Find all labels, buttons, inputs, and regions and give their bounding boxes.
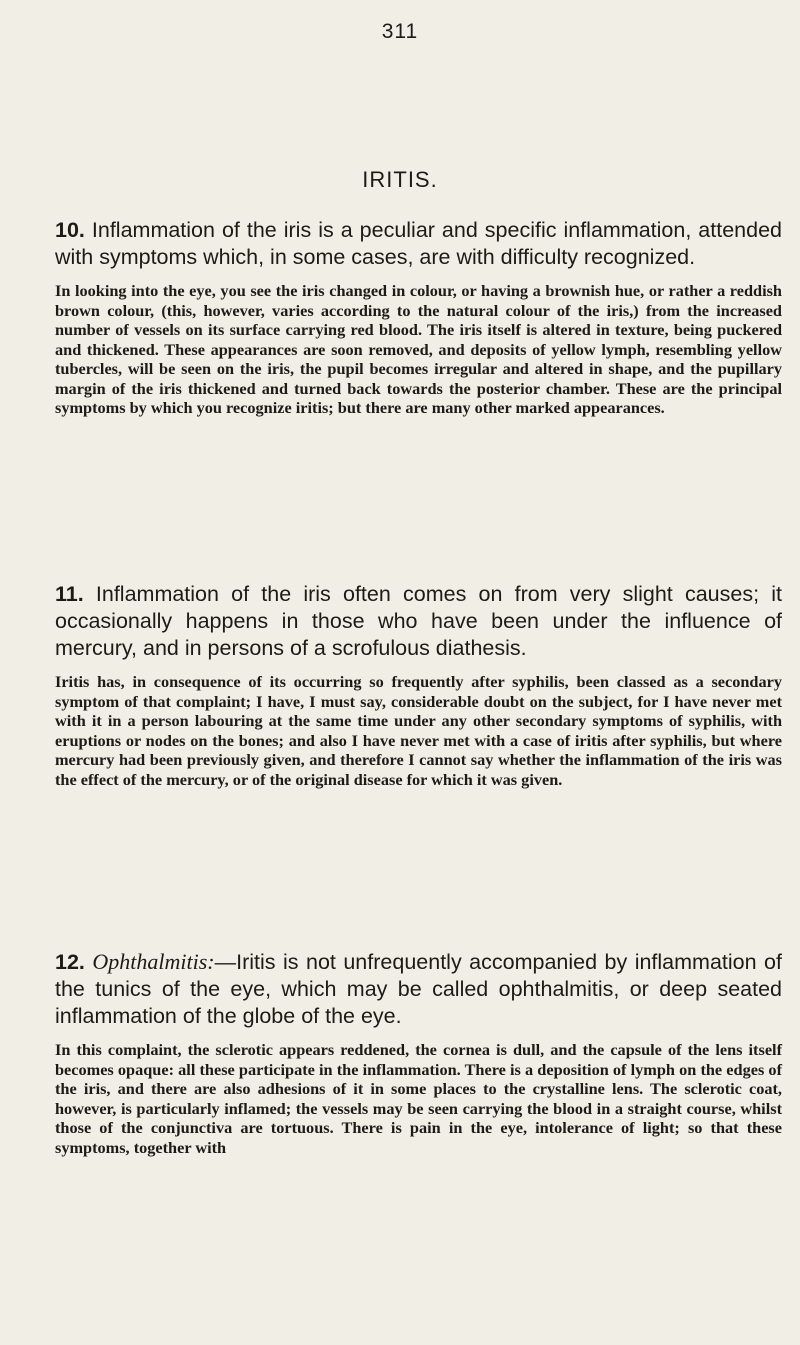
section-12-number: 12.	[55, 950, 85, 974]
section-11-body: Iritis has, in consequence of its occurring so frequently after syphilis, been classed as a secondary symptom of that complaint; I have, I must say, considerable doubt on the subject, for I have never met with it in a person labouring at the same time under any other secondary symptoms of syphilis, with eruptions or nodes on the bones; and also I have never met with a case of iritis after syphilis, but where mercury had been previously given, and therefore I cannot say whether the inflammation of the iris was the effect of the mercury, or of the original disease for which it was given.	[55, 672, 782, 789]
section-10-number: 10.	[55, 218, 85, 242]
section-12-lead	[55, 948, 782, 1030]
section-11	[55, 581, 782, 789]
section-12	[55, 948, 782, 1157]
chapter-title: IRITIS.	[362, 167, 438, 192]
section-10-body: In looking into the eye, you see the iris changed in colour, or having a brownish hue, or rather a reddish brown colour, (this, however, varies according to the natural colour of the iris,) from the increased number of vessels on its surface carrying red blood. The iris itself is altered in texture, being puckered and thickened. These appearances are soon removed, and deposits of yellow lymph, resembling yellow tubercles, will be seen on the iris, the pupil becomes irregular and altered in shape, and the pupillary margin of the iris thickened and turned back towards the posterior chamber. These are the principal symptoms by which you recognize iritis; but there are many other marked appearances.	[55, 281, 782, 417]
section-11-lead-text: Inflammation of the iris often comes on from very slight causes; it occasionally happens in those who have been under the influence of mercury, and in persons of a scrofulous diathesis.	[55, 582, 782, 660]
section-11-number: 11.	[55, 582, 84, 606]
section-10	[55, 217, 782, 418]
section-12-term: Ophthalmitis:	[92, 949, 215, 974]
section-10-lead	[55, 217, 782, 271]
section-11-lead	[55, 581, 782, 662]
page-number: 311	[381, 20, 419, 43]
section-12-body: In this complaint, the sclerotic appears reddened, the cornea is dull, and the capsule of the lens itself becomes opaque: all these participate in the inflammation. There is a deposition of lymph on the edges of the iris, and there are also adhesions of it in some places to the crystalline lens. The sclerotic coat, however, is particularly inflamed; the vessels may be seen carrying the blood in a straight course, whilst those of the conjunctiva are tortuous. There is pain in the eye, intolerance of light; so that these symptoms, together with	[55, 1040, 782, 1157]
section-10-lead-text: Inflammation of the iris is a peculiar and specific inflammation, attended with symptoms which, in some cases, are with difficulty recognized.	[55, 218, 782, 269]
section-12-lead-text: —Iritis is not unfrequently accompanied by inflammation of the tunics of the eye, which may be called ophthalmitis, or deep seated inflammation of the globe of the eye.	[55, 950, 782, 1028]
